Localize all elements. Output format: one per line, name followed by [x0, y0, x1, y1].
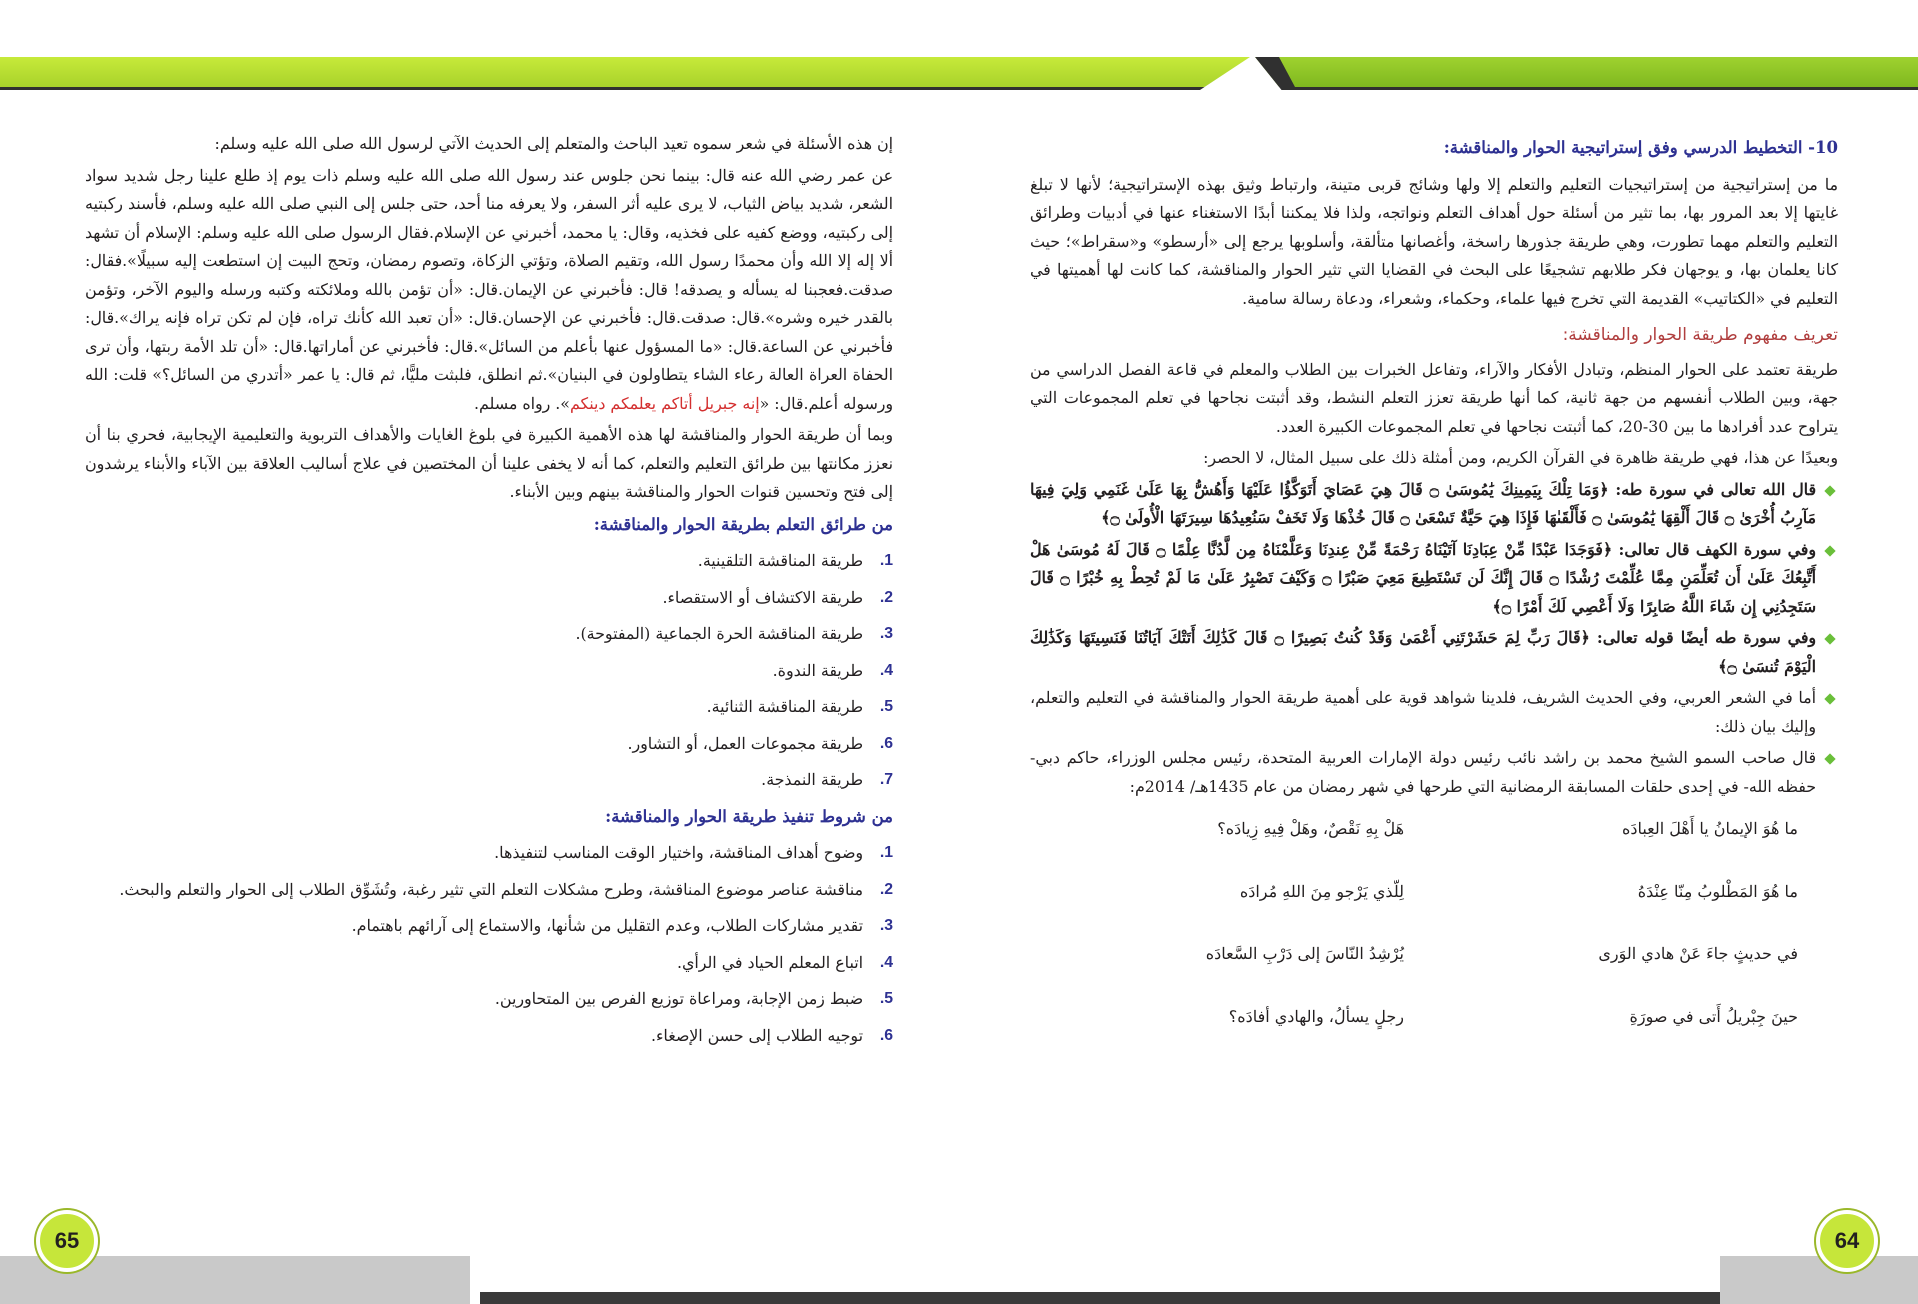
methods-header: من طرائق التعلم بطريقة الحوار والمناقشة: — [593, 514, 893, 534]
quran-example-taha: قال الله تعالى في سورة طه: ﴿وَمَا تِلْكَ بِيَمِينِكَ يَٰمُوسَىٰ ۝ قَالَ هِيَ عَصَايَ أَتَوَكَّؤُا عَلَيْهَا وَأَهُشُّ بِهَا عَلَىٰ غَنَمِي وَلِيَ فِيهَا مَآرِبُ أُخْرَىٰ ۝ قَالَ أَلْقِهَا يَٰمُوسَىٰ ۝ فَأَلْقَىٰهَا فَإِذَا هِيَ حَيَّةٌ تَسْعَىٰ ۝ قَالَ خُذْهَا وَلَا تَخَفْ سَنُعِيدُهَا سِيرَتَهَا الْأُولَىٰ ۝﴾ — [1030, 476, 1838, 533]
hadith-paragraph — [85, 162, 893, 419]
list-number: 2. — [879, 880, 893, 898]
conditions-header: من شروط تنفيذ طريقة الحوار والمناقشة: — [605, 806, 893, 826]
list-number: 1. — [879, 552, 893, 569]
list-item — [85, 620, 893, 649]
list-item — [85, 876, 893, 905]
hadith-intro: إن هذه الأسئلة في شعر سموه تعيد الباحث والمتعلم إلى الحديث الآتي لرسول الله صلى الله عليه وسلم: — [214, 134, 893, 153]
list-text: وضوح أهداف المناقشة، واختيار الوقت المناسب لتنفيذها. — [494, 843, 863, 862]
poem-verse: في حديثٍ جاءَ عَنْ هادي الوَرى — [1598, 944, 1798, 963]
list-text: طريقة المناقشة الحرة الجماعية (المفتوحة). — [575, 624, 863, 643]
hadith-text: عن عمر رضي الله عنه قال: بينما نحن جلوس عند رسول الله صلى الله عليه وسلم ذات يوم إذ طلع علينا رجل شديد سواد الشعر، شديد بياض الثياب، لا يرى عليه أثر السفر، ولا يعرفه منا أحد، حتى جلس إلى النبي صلى الله عليه وسلم، فأسند ركبتيه إلى ركبتيه، ووضع كفيه على فخذيه، وقال: يا محمد، أخبرني عن الإسلام.فقال الرسول صلى الله عليه وسلم: الإسلام أن تشهد ألا إله إلا الله وأن محمدًا رسول الله، وتقيم الصلاة، وتؤتي الزكاة، وتصوم رمضان، وتحج البيت إن استطعت إليه سبيلًا».فقال: صدقت.فعجبنا له يسأله و يصدقه! قال: فأخبرني عن الإيمان.قال: «أن تؤمن بالله وملائكته وكتبه ورسله واليوم الآخر، وتؤمن بالقدر خيره وشره».قال: صدقت.قال: فأخبرني عن الإحسان.قال: «أن تعبد الله كأنك تراه، فإن لم تكن تراه فإنه يراك».قال: فأخبرني عن الساعة.قال: «ما المسؤول عنها بأعلم من السائل».قال: فأخبرني عن أماراتها.قال: «أن تلد الأمة ربتها، وأن ترى الحفاة العراة العالة رعاء الشاء يتطاولون في البنيان».ثم انطلق، فلبثت مليًّا، ثم قال: يا عمر «أتدري من السائل؟» قلت: الله ورسوله أعلم.قال: « — [85, 165, 893, 413]
list-number: 6. — [879, 1026, 893, 1044]
list-item — [85, 547, 893, 576]
list-number: 4. — [879, 953, 893, 971]
section-header: 10- التخطيط الدرسي وفق إستراتيجية الحوار والمناقشة: — [1443, 138, 1838, 157]
list-item — [85, 657, 893, 686]
list-number: 1. — [879, 844, 893, 861]
sheikh-paragraph: قال صاحب السمو الشيخ محمد بن راشد نائب رئيس دولة الإمارات العربية المتحدة، رئيس مجلس الوزراء، حاكم دبي- حفظه الله- في إحدى حلقات المسابقة الرمضانية التي طرحها في شهر رمضان من عام 1435هـ/ 2014م: — [1030, 744, 1838, 801]
hadith-source: ». رواه مسلم. — [473, 393, 570, 413]
list-text: توجيه الطلاب إلى حسن الإصغاء. — [650, 1025, 863, 1045]
list-item — [85, 730, 893, 759]
quran-example-kahf: وفي سورة الكهف قال تعالى: ﴿فَوَجَدَا عَبْدًا مِّنْ عِبَادِنَا آتَيْنَاهُ رَحْمَةً مِّنْ عِندِنَا وَعَلَّمْنَاهُ مِن لَّدُنَّا عِلْمًا ۝ قَالَ لَهُ مُوسَىٰ هَلْ أَتَّبِعُكَ عَلَىٰ أَن تُعَلِّمَنِ مِمَّا عُلِّمْتَ رُشْدًا ۝ قَالَ إِنَّكَ لَن تَسْتَطِيعَ مَعِيَ صَبْرًا ۝ وَكَيْفَ تَصْبِرُ عَلَىٰ مَا لَمْ تُحِطْ بِهِ خُبْرًا ۝ قَالَ سَتَجِدُنِي إِن شَاءَ اللَّهُ صَابِرًا وَلَا أَعْصِي لَكَ أَمْرًا ۝﴾ — [1030, 536, 1838, 622]
top-decorative-band-right — [1255, 57, 1918, 90]
list-number: 3. — [879, 917, 893, 934]
list-item — [85, 584, 893, 613]
definition-subheader: تعريف مفهوم طريقة الحوار والمناقشة: — [1562, 325, 1838, 345]
list-number: 5. — [879, 698, 893, 715]
list-item — [85, 693, 893, 722]
top-decorative-band-left — [0, 57, 1250, 90]
examples-intro: وبعيدًا عن هذا، فهي طريقة ظاهرة في القرآن الكريم، ومن أمثلة ذلك على سبيل المثال، لا الحصر: — [1203, 448, 1838, 467]
list-text: طريقة المناقشة الثنائية. — [706, 697, 863, 716]
list-number: 3. — [879, 625, 893, 642]
list-item — [85, 949, 893, 978]
conditions-list — [85, 839, 893, 1050]
list-number: 4. — [879, 661, 893, 679]
poem-verse: لِلّذي يَرْجو مِنَ اللهِ مُرادَه — [1239, 881, 1404, 901]
list-text: مناقشة عناصر موضوع المناقشة، وطرح مشكلات التعلم التي تثير رغبة، وتُشَوِّق الطلاب إلى الحوار والتعلم والبحث. — [119, 879, 863, 899]
list-item — [85, 985, 893, 1014]
poem-verse: رجلٍ يسألُ، والهادي أفادَه؟ — [1228, 1006, 1404, 1026]
page-number-left: 65 — [36, 1210, 98, 1272]
methods-list — [85, 547, 893, 795]
list-number: 5. — [879, 990, 893, 1007]
quran-example-taha-2: وفي سورة طه أيضًا قوله تعالى: ﴿قَالَ رَبِّ لِمَ حَشَرْتَنِي أَعْمَىٰ وَقَدْ كُنتُ بَصِيرًا ۝ قَالَ كَذَٰلِكَ أَتَتْكَ آيَاتُنَا فَنَسِيتَهَا وَكَذَٰلِكَ الْيَوْمَ تُنسَىٰ ۝﴾ — [1030, 624, 1838, 681]
list-text: طريقة الاكتشاف أو الاستقصاء. — [662, 587, 863, 607]
definition-paragraph: طريقة تعتمد على الحوار المنظم، وتبادل الأفكار والآراء، وتفاعل الخبرات بين الطلاب والمعلم في قاعة الفصل الدراسي من جهة، وبين الطلاب أنفسهم من جهة ثانية، كما أنها طريقة تعزز التعلم النشط، وقد أثبتت نجاحها في تعلم المجموعات التي يتراوح عدد أفرادها ما بين 30-20، كما أثبتت نجاحها في تعلم المجموعات الكبيرة العدد. — [1030, 359, 1838, 436]
list-item — [85, 766, 893, 795]
poem-verse: حينَ جِبْريلُ أَتى في صورَةِ — [1629, 1006, 1798, 1026]
left-page-column — [85, 130, 893, 1058]
hadith-highlight: إنه جبريل أتاكم يعلمكم دينكم — [569, 393, 760, 413]
footer-line — [480, 1292, 1918, 1304]
poem-verse: ما هُوَ الإيمانُ يا أَهْلَ العِبادَه — [1621, 819, 1798, 838]
list-text: طريقة مجموعات العمل، أو التشاور. — [627, 733, 863, 753]
list-item — [85, 839, 893, 868]
poetry-intro: أما في الشعر العربي، وفي الحديث الشريف، فلدينا شواهد قوية على أهمية طريقة الحوار والمناقشة في التعليم والتعلم، وإليك بيان ذلك: — [1030, 684, 1838, 741]
footer-band-right — [1720, 1256, 1918, 1304]
right-page-column — [1030, 130, 1838, 1031]
list-text: طريقة النمذجة. — [761, 770, 863, 789]
page-number-right: 64 — [1816, 1210, 1878, 1272]
list-text: اتباع المعلم الحياد في الرأي. — [677, 952, 863, 972]
poem-verse: هَلْ بِهِ نَقْصٌ، وهَلْ فِيهِ زِيادَه؟ — [1217, 819, 1404, 838]
list-text: ضبط زمن الإجابة، ومراعاة توزيع الفرص بين المتحاورين. — [494, 989, 863, 1008]
importance-paragraph: وبما أن طريقة الحوار والمناقشة لها هذه الأهمية الكبيرة في بلوغ الغايات والأهداف التربوية والتعليمية الإيجابية، فحري بنا أن نعزز مكانتها بين طرائق التعليم والتعلم، كما أنه لا يخفى علينا أن المختصين في علاج أساليب العلاقة بين الآباء والأبناء يرشدون إلى فتح وتحسين قنوات الحوار والمناقشة بينهم وبين الأبناء. — [85, 425, 893, 501]
list-text: طريقة الندوة. — [772, 660, 863, 680]
list-item — [85, 912, 893, 941]
list-text: تقدير مشاركات الطلاب، وعدم التقليل من شأنها، والاستماع إلى آرائهم باهتمام. — [351, 916, 863, 935]
poem-verse: ما هُوَ المَطْلوبُ مِنّا عِنْدَهُ — [1637, 881, 1798, 901]
poem-verse: يُرْشِدُ النّاسَ إلى دَرْبِ السَّعادَه — [1205, 944, 1404, 963]
intro-paragraph: ما من إستراتيجية من إستراتيجيات التعليم والتعلم إلا ولها وشائج قربى متينة، وارتباط وثيق بهذه الإستراتيجية؛ لأنها لا تبلغ غايتها إلا بعد المرور بها، بما تثير من أسئلة حول أهداف التعلم ونواتجه، ولذا فلا يمكننا أبدًا الاستغناء عنها في أدبيات وطرائق التعليم والتعلم مهما تطورت، وهي طريقة جذورها راسخة، وأغصانها متألقة، وأسلوبها يرجع إلى «أرسطو» و«سقراط»؛ حيث كانا يعلمان بها، و يوجهان فكر طلابهم تشجيعًا على البحث في القضايا التي تثير الحوار والمناقشة، كما كانت لها أهميتها في التعليم في «الكتاتيب» القديمة التي تخرج فيها علماء، وحكماء، وشعراء، ودعاة رسالة سامية. — [1030, 174, 1838, 308]
list-item — [85, 1022, 893, 1051]
list-number: 7. — [879, 771, 893, 788]
poem — [1070, 815, 1798, 1031]
list-number: 2. — [879, 588, 893, 606]
list-text: طريقة المناقشة التلقينية. — [697, 551, 863, 570]
list-number: 6. — [879, 734, 893, 752]
